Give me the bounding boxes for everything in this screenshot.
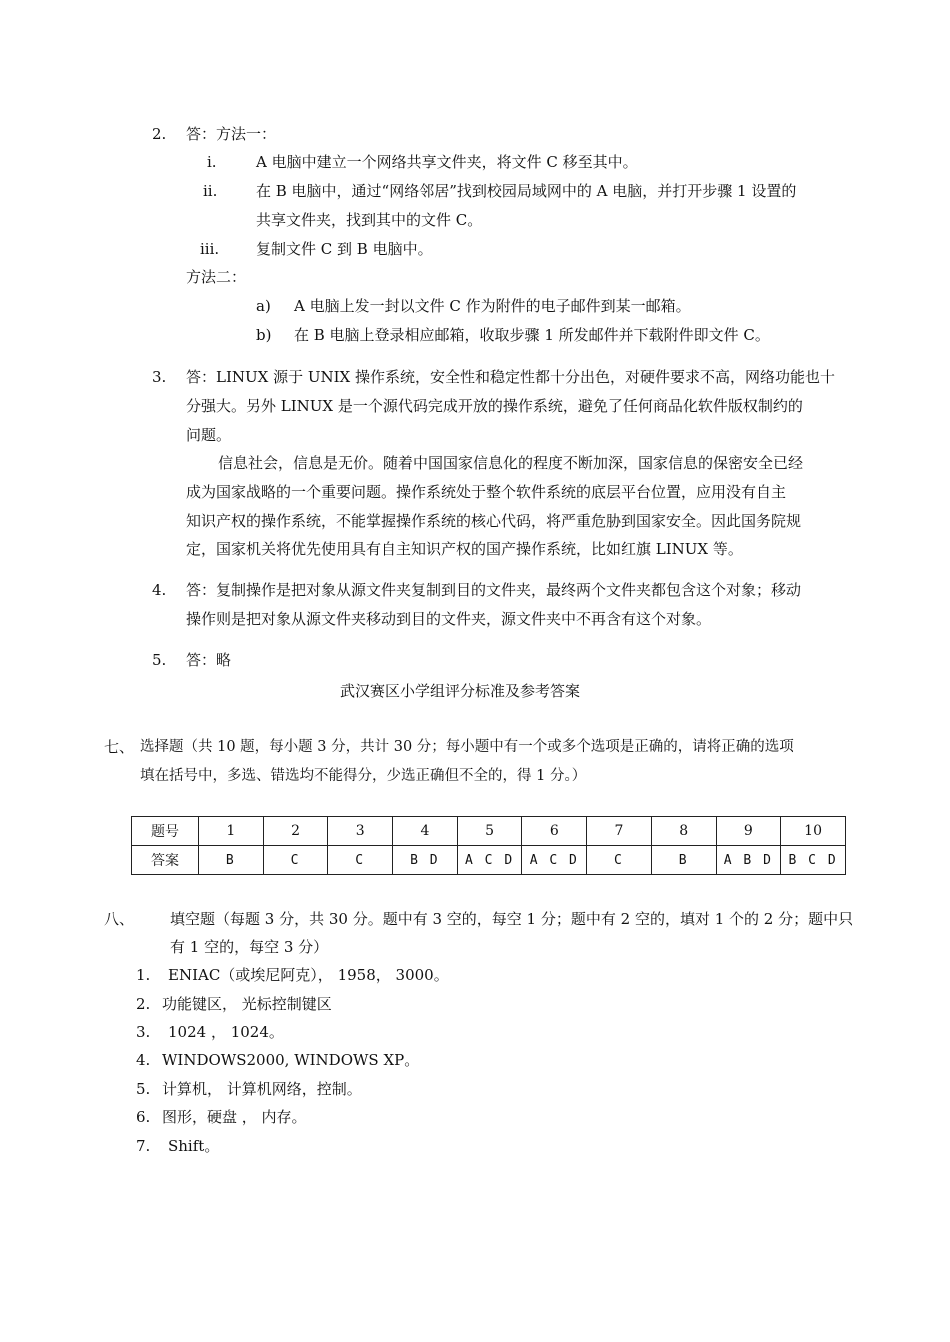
fill-item-number: 7.	[136, 1137, 151, 1155]
table-row	[132, 817, 846, 846]
q4-line: 答：复制操作是把对象从源文件夹复制到目的文件夹，最终两个文件夹都包含这个对象；移动	[186, 581, 802, 599]
q2-number: 2.	[152, 125, 167, 143]
q3-line: 答：LINUX 源于 UNIX 操作系统，安全性和稳定性都十分出色，对硬件要求不高，网络功能也十	[186, 368, 836, 386]
q2-method2-title: 方法二：	[186, 268, 247, 286]
fill-item-number: 3.	[136, 1023, 151, 1041]
question-number-cell: 8	[651, 817, 716, 846]
answer-cell: B C D	[781, 846, 846, 875]
fill-item-text: 图形，硬盘 ， 内存。	[162, 1108, 307, 1126]
q4-line: 操作则是把对象从源文件夹移动到目的文件夹，源文件夹中不再含有这个对象。	[186, 610, 712, 628]
fill-item-text: WINDOWS2000, WINDOWS XP。	[162, 1051, 420, 1069]
question-number-cell: 6	[522, 817, 587, 846]
fill-item-number: 6.	[136, 1108, 151, 1126]
q2-m1-step-num: i.	[207, 153, 217, 171]
question-number-cell: 2	[263, 817, 328, 846]
q3-line: 定，国家机关将优先使用具有自主知识产权的国产操作系统，比如红旗 LINUX 等。	[186, 540, 743, 558]
answer-cell: B	[199, 846, 264, 875]
table-header-cell: 答案	[132, 846, 199, 875]
answer-cell: B	[651, 846, 716, 875]
answer-cell: C	[328, 846, 393, 875]
table-header-cell: 题号	[132, 817, 199, 846]
table-row	[132, 846, 846, 875]
q2-m2-step-text: A 电脑上发一封以文件 C 作为附件的电子邮件到某一邮箱。	[294, 297, 691, 315]
fill-item-number: 2.	[136, 995, 151, 1013]
fill-item-number: 4.	[136, 1051, 151, 1069]
q2-m1-step-num: ii.	[203, 182, 218, 200]
section7-number: 七、	[104, 738, 135, 756]
section7-line: 选择题（共 10 题，每小题 3 分，共计 30 分；每小题中有一个或多个选项是正确的，请将正确的选项	[140, 739, 794, 755]
fill-item-text: 功能键区， 光标控制键区	[162, 995, 332, 1013]
q3-line: 分强大。另外 LINUX 是一个源代码完成开放的操作系统，避免了任何商品化软件版权制约的	[186, 397, 803, 415]
question-number-cell: 1	[199, 817, 264, 846]
question-number-cell: 7	[587, 817, 652, 846]
fill-item-number: 1.	[136, 966, 151, 984]
fill-item-text: 计算机， 计算机网络，控制。	[162, 1080, 362, 1098]
question-number-cell: 3	[328, 817, 393, 846]
question-number-cell: 5	[457, 817, 522, 846]
q2-m2-step-num: b)	[256, 326, 272, 344]
section8-number: 八、	[104, 910, 135, 928]
q4-number: 4.	[152, 581, 167, 599]
answer-cell: A C D	[457, 846, 522, 875]
question-number-cell: 10	[781, 817, 846, 846]
answer-cell: A B D	[716, 846, 781, 875]
answer-cell: B D	[393, 846, 458, 875]
fill-item-text: 1024 ， 1024。	[168, 1023, 284, 1041]
section8-line: 有 1 空的，每空 3 分）	[170, 938, 329, 956]
answer-cell: C	[263, 846, 328, 875]
q2-m1-step-text: 在 B 电脑中，通过“网络邻居”找到校园局域网中的 A 电脑，并打开步骤 1 设置的	[256, 182, 797, 200]
q2-m1-step-num: iii.	[200, 240, 220, 258]
answer-cell: C	[587, 846, 652, 875]
q3-line: 成为国家战略的一个重要问题。操作系统处于整个软件系统的底层平台位置，应用没有自主	[186, 483, 787, 501]
fill-item-text: Shift。	[168, 1137, 220, 1155]
question-number-cell: 4	[393, 817, 458, 846]
section7-line: 填在括号中，多选、错选均不能得分，少选正确但不全的，得 1 分。）	[140, 768, 587, 784]
q5-number: 5.	[152, 651, 167, 669]
q2-m2-step-num: a)	[256, 297, 271, 315]
fill-item-number: 5.	[136, 1080, 151, 1098]
answer-table	[131, 816, 846, 875]
q3-line: 信息社会，信息是无价。随着中国国家信息化的程度不断加深，国家信息的保密安全已经	[218, 454, 804, 472]
question-number-cell: 9	[716, 817, 781, 846]
section8-line: 填空题（每题 3 分，共 30 分。题中有 3 空的，每空 1 分；题中有 2 空的，填对 1 个的 2 分；题中只	[170, 910, 854, 928]
section-title: 武汉赛区小学组评分标准及参考答案	[340, 682, 581, 700]
answer-cell: A C D	[522, 846, 587, 875]
q2-m1-step-text: 复制文件 C 到 B 电脑中。	[256, 240, 433, 258]
q3-line: 知识产权的操作系统，不能掌握操作系统的核心代码，将严重危胁到国家安全。因此国务院规	[186, 512, 802, 530]
q2-m1-step-text: A 电脑中建立一个网络共享文件夹，将文件 C 移至其中。	[256, 153, 638, 171]
q2-m1-step-text-cont: 共享文件夹，找到其中的文件 C。	[256, 211, 483, 229]
q2-m2-step-text: 在 B 电脑上登录相应邮箱，收取步骤 1 所发邮件并下载附件即文件 C。	[294, 326, 770, 344]
q3-line: 问题。	[186, 426, 232, 444]
q5-answer: 答：略	[186, 651, 232, 669]
q2-title: 答：方法一：	[186, 125, 277, 143]
q3-number: 3.	[152, 368, 167, 386]
fill-item-text: ENIAC（或埃尼阿克）， 1958， 3000。	[168, 966, 449, 984]
